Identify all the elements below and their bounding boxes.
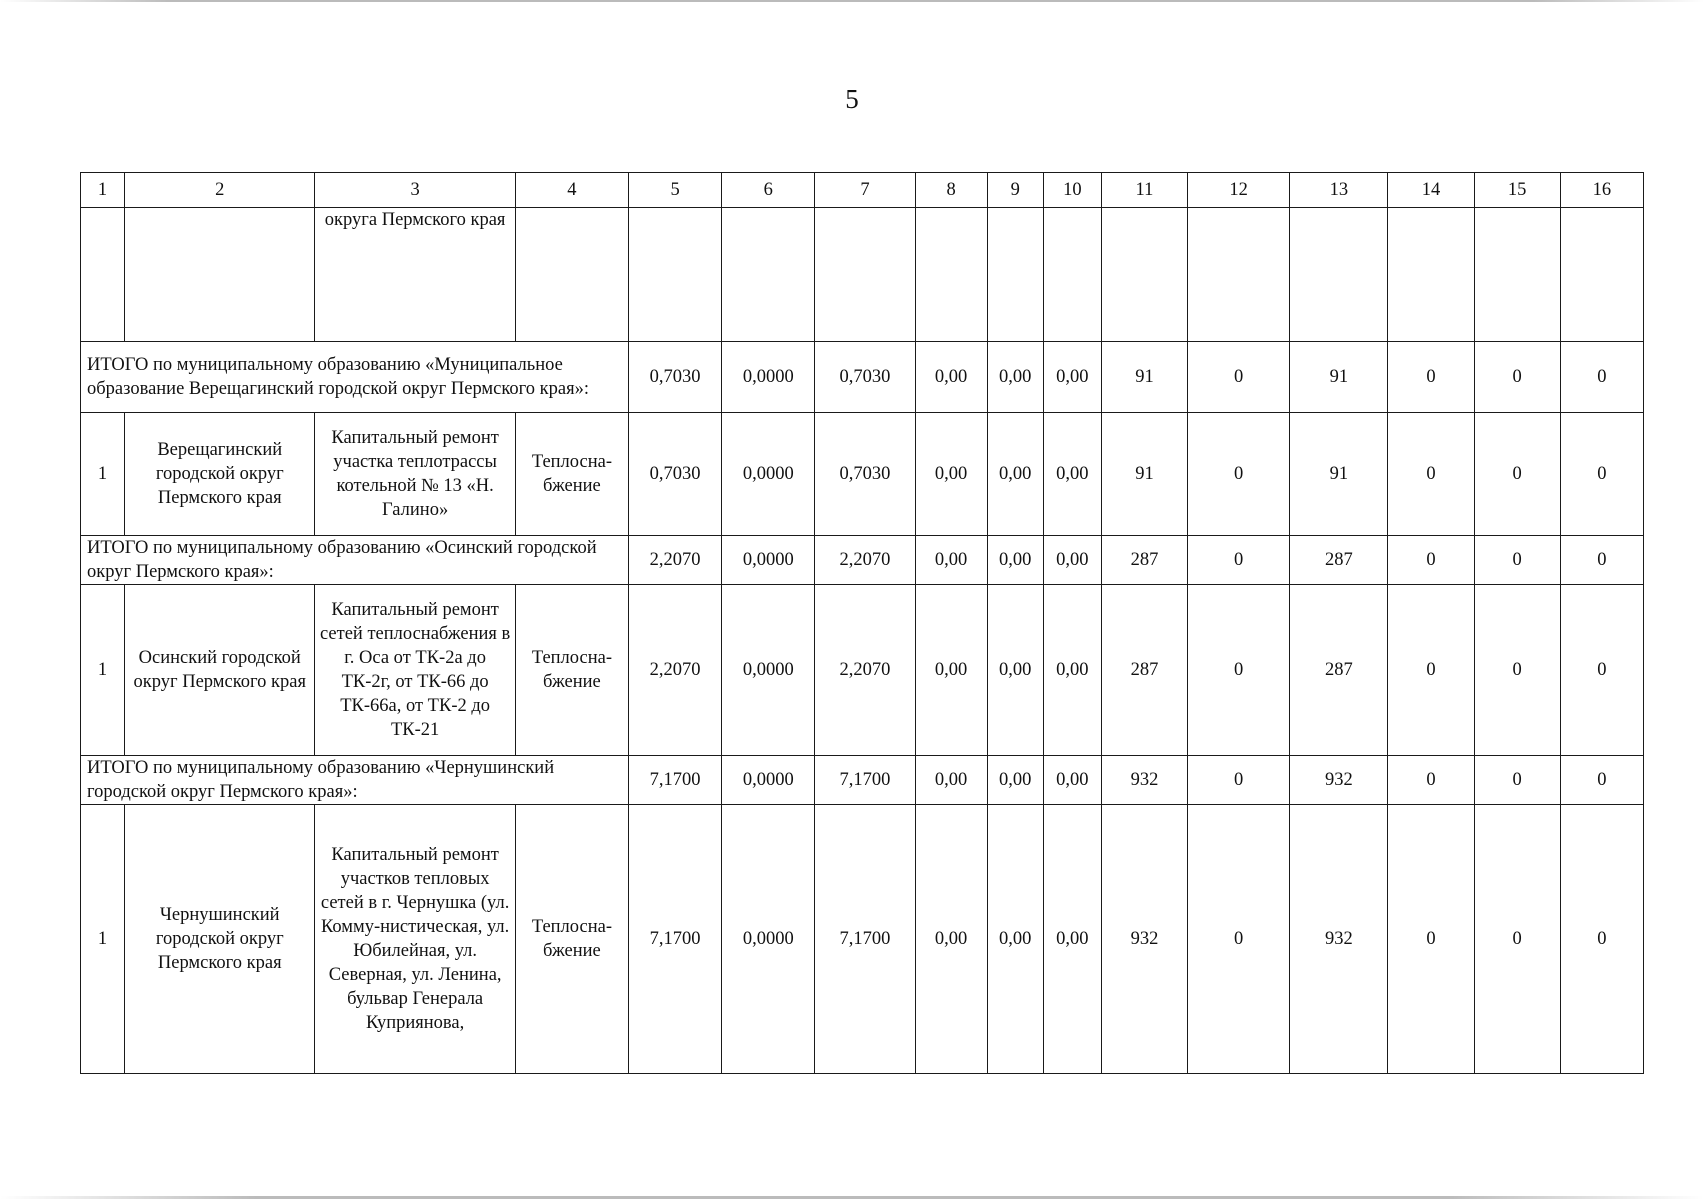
value-cell: 0,00 [915, 805, 987, 1074]
value-cell: 0,00 [987, 413, 1043, 536]
municipality-cell: Верещагинский городской округ Пермского края [125, 413, 315, 536]
value-cell: 0 [1388, 585, 1474, 756]
header-cell: 11 [1101, 173, 1187, 208]
value-cell: 7,1700 [629, 805, 722, 1074]
value-cell: 0 [1560, 585, 1643, 756]
total-row [81, 536, 1644, 585]
value-cell: 0,7030 [815, 342, 915, 413]
type-cell: Теплосна-бжение [515, 413, 628, 536]
value-cell: 0 [1188, 536, 1290, 585]
value-cell: 2,2070 [815, 536, 915, 585]
scan-edge-bottom [0, 1196, 1704, 1199]
value-cell: 0,0000 [722, 536, 815, 585]
value-cell: 7,1700 [815, 805, 915, 1074]
value-cell: 0 [1388, 805, 1474, 1074]
header-cell: 1 [81, 173, 125, 208]
continuation-row [81, 208, 1644, 342]
value-cell: 0,0000 [722, 413, 815, 536]
header-cell: 16 [1560, 173, 1643, 208]
total-row [81, 342, 1644, 413]
value-cell: 0 [1474, 805, 1560, 1074]
table-cell [81, 208, 125, 342]
table-row [81, 413, 1644, 536]
value-cell: 0,00 [1043, 413, 1101, 536]
value-cell: 0 [1474, 413, 1560, 536]
header-cell: 2 [125, 173, 315, 208]
table-cell [915, 208, 987, 342]
value-cell: 0 [1188, 585, 1290, 756]
table-row [81, 585, 1644, 756]
value-cell: 0,00 [915, 536, 987, 585]
header-cell: 9 [987, 173, 1043, 208]
value-cell: 0,0000 [722, 805, 815, 1074]
row-number: 1 [81, 413, 125, 536]
value-cell: 0,00 [987, 585, 1043, 756]
value-cell: 0,00 [987, 536, 1043, 585]
value-cell: 0,00 [915, 756, 987, 805]
value-cell: 0,0000 [722, 756, 815, 805]
page-number: 5 [845, 84, 859, 114]
value-cell: 2,2070 [815, 585, 915, 756]
table-cell [722, 208, 815, 342]
value-cell: 0 [1560, 342, 1643, 413]
value-cell: 2,2070 [629, 585, 722, 756]
value-cell: 0,0000 [722, 585, 815, 756]
value-cell: 0 [1560, 805, 1643, 1074]
value-cell: 0,00 [1043, 342, 1101, 413]
value-cell: 0 [1388, 342, 1474, 413]
table-cell [1388, 208, 1474, 342]
value-cell: 7,1700 [815, 756, 915, 805]
header-cell: 14 [1388, 173, 1474, 208]
value-cell: 0 [1560, 756, 1643, 805]
value-cell: 0,0000 [722, 342, 815, 413]
header-row [81, 173, 1644, 208]
value-cell: 0 [1560, 536, 1643, 585]
object-cell: Капитальный ремонт сетей теплоснабжения в г. Оса от ТК-2а до ТК-2г, от ТК-66 до ТК-66а, от ТК-2 до ТК-21 [315, 585, 515, 756]
header-cell: 12 [1188, 173, 1290, 208]
value-cell: 932 [1290, 756, 1388, 805]
value-cell: 91 [1101, 413, 1187, 536]
value-cell: 0,7030 [629, 413, 722, 536]
value-cell: 0 [1188, 413, 1290, 536]
value-cell: 287 [1101, 536, 1187, 585]
header-cell: 4 [515, 173, 628, 208]
header-cell: 15 [1474, 173, 1560, 208]
object-cell: округа Пермского края [315, 208, 515, 342]
value-cell: 0,00 [987, 756, 1043, 805]
value-cell: 0 [1560, 413, 1643, 536]
table-cell [815, 208, 915, 342]
table-cell [1474, 208, 1560, 342]
table-row [81, 805, 1644, 1074]
value-cell: 287 [1290, 585, 1388, 756]
value-cell: 0 [1388, 413, 1474, 536]
total-label: ИТОГО по муниципальному образованию «Чернушинский городской округ Пермского края»: [81, 756, 629, 805]
table-cell [1560, 208, 1643, 342]
value-cell: 0 [1188, 756, 1290, 805]
value-cell: 932 [1101, 805, 1187, 1074]
table-cell [1188, 208, 1290, 342]
value-cell: 0,00 [1043, 536, 1101, 585]
value-cell: 0 [1188, 342, 1290, 413]
table-cell [125, 208, 315, 342]
value-cell: 0 [1474, 536, 1560, 585]
value-cell: 0 [1388, 756, 1474, 805]
table-cell [629, 208, 722, 342]
value-cell: 0,00 [1043, 756, 1101, 805]
total-label: ИТОГО по муниципальному образованию «Осинский городской округ Пермского края»: [81, 536, 629, 585]
object-cell: Капитальный ремонт участка теплотрассы котельной № 13 «Н. Галино» [315, 413, 515, 536]
type-cell: Теплосна-бжение [515, 585, 628, 756]
value-cell: 0,00 [915, 342, 987, 413]
object-cell: Капитальный ремонт участков тепловых сетей в г. Чернушка (ул. Комму-нистическая, ул. Юбилейная, ул. Северная, ул. Ленина, бульвар Генерала Куприянова, [315, 805, 515, 1074]
header-cell: 10 [1043, 173, 1101, 208]
header-cell: 13 [1290, 173, 1388, 208]
value-cell: 0 [1474, 756, 1560, 805]
header-cell: 7 [815, 173, 915, 208]
header-cell: 5 [629, 173, 722, 208]
value-cell: 0,00 [915, 413, 987, 536]
value-cell: 2,2070 [629, 536, 722, 585]
header-cell: 6 [722, 173, 815, 208]
total-label: ИТОГО по муниципальному образованию «Муниципальное образование Верещагинский городской округ Пермского края»: [81, 342, 629, 413]
value-cell: 0 [1388, 536, 1474, 585]
value-cell: 0,7030 [815, 413, 915, 536]
row-number: 1 [81, 805, 125, 1074]
type-cell: Теплосна-бжение [515, 805, 628, 1074]
municipality-cell: Осинский городской округ Пермского края [125, 585, 315, 756]
value-cell: 91 [1290, 413, 1388, 536]
value-cell: 0,00 [1043, 585, 1101, 756]
value-cell: 0,7030 [629, 342, 722, 413]
value-cell: 0,00 [915, 585, 987, 756]
municipality-cell: Чернушинский городской округ Пермского края [125, 805, 315, 1074]
total-row [81, 756, 1644, 805]
value-cell: 287 [1290, 536, 1388, 585]
investment-table [80, 172, 1644, 1074]
value-cell: 932 [1290, 805, 1388, 1074]
value-cell: 0 [1188, 805, 1290, 1074]
value-cell: 91 [1101, 342, 1187, 413]
header-cell: 3 [315, 173, 515, 208]
value-cell: 287 [1101, 585, 1187, 756]
table-cell [515, 208, 628, 342]
value-cell: 932 [1101, 756, 1187, 805]
table-cell [987, 208, 1043, 342]
value-cell: 0 [1474, 342, 1560, 413]
value-cell: 0 [1474, 585, 1560, 756]
value-cell: 0,00 [987, 342, 1043, 413]
table-cell [1101, 208, 1187, 342]
value-cell: 7,1700 [629, 756, 722, 805]
table-cell [1290, 208, 1388, 342]
row-number: 1 [81, 585, 125, 756]
value-cell: 0,00 [987, 805, 1043, 1074]
value-cell: 91 [1290, 342, 1388, 413]
value-cell: 0,00 [1043, 805, 1101, 1074]
scan-edge-top [0, 0, 1704, 2]
table-cell [1043, 208, 1101, 342]
header-cell: 8 [915, 173, 987, 208]
